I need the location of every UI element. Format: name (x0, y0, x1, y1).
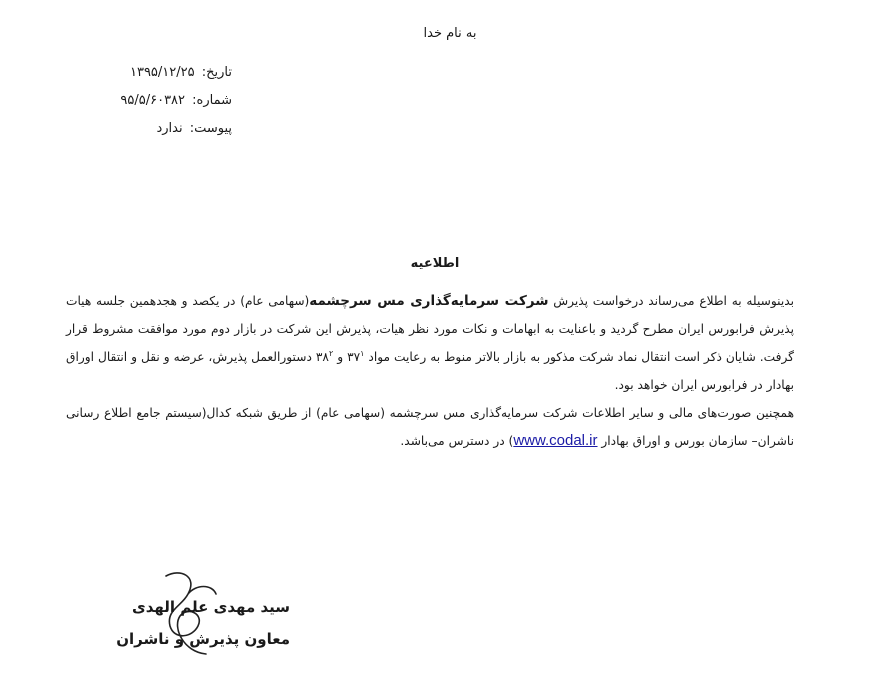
date-line (110, 65, 232, 80)
p1-rest-2: دستورالعمل پذیرش، عرضه و نقل و انتقال اوراق بهادار در فرابورس ایران خواهد بود. (66, 350, 794, 392)
number-line (110, 93, 232, 108)
basmala: به نام خدا (423, 26, 477, 41)
paragraph-2 (66, 399, 794, 455)
number-value: ۹۵/۵/۶۰۳۸۲ (120, 93, 186, 108)
attachment-line (110, 121, 232, 136)
attachment-label: پیوست: (189, 121, 232, 136)
number-label: شماره: (192, 93, 232, 108)
paragraph-1 (66, 287, 794, 399)
p1-and: و ۳۸ (315, 350, 348, 364)
p2-text: همچنین صورت‌های مالی و سایر اطلاعات شرکت سرمایه‌گذاری مس سرچشمه (سهامی عام) از طریق شبکه کدال(سیستم جامع اطلاع رسانی ناشران– سازمان بورس و اوراق بهادار (66, 406, 794, 448)
signer-title: معاون پذیرش و ناشران (116, 630, 290, 648)
attachment-value: ندارد (156, 121, 183, 136)
date-value: ۱۳۹۵/۱۲/۲۵ (129, 65, 195, 80)
signer-name: سید مهدی علم الهدی (131, 598, 290, 616)
p1-rest-1: (سهامی عام) در یکصد و هجدهمین جلسه هیات پذیرش فرابورس ایران مطرح گردید و باعنایت به ابهامات و نکات مورد نظر هیات، پذیرش این شرکت در بازار دوم مورد موافقت مشروط قرار گرفت. شایان ذکر است انتقال نماد شرکت مذکور به بازار بالاتر منوط به رعایت مواد ۳۷ (66, 294, 794, 364)
company-name: شرکت سرمایه‌گذاری مس سرچشمه (309, 293, 549, 309)
footnote-2: ۲ (328, 348, 334, 358)
announcement-body (66, 287, 794, 455)
p1-intro: بدینوسیله به اطلاع می‌رساند درخواست پذیرش (548, 294, 795, 308)
p2-end: ) در دسترس می‌باشد. (400, 434, 514, 448)
date-label: تاریخ: (201, 65, 232, 80)
announcement-heading: اطلاعیه (410, 256, 460, 271)
codal-link[interactable]: www.codal.ir (513, 432, 598, 449)
footnote-1: ۱ (360, 348, 365, 358)
